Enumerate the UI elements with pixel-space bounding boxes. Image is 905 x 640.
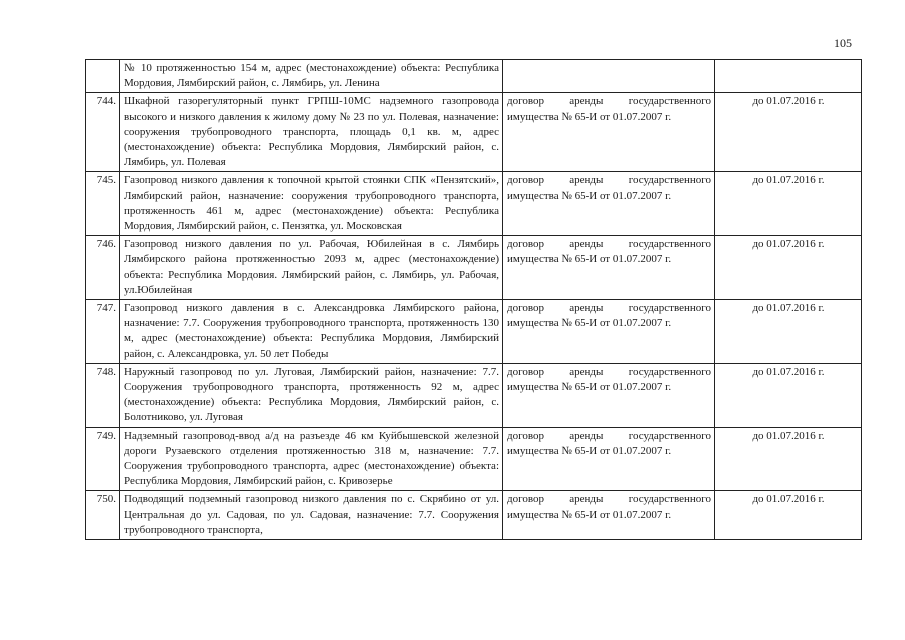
row-basis: договор аренды государственного имущества № 65-И от 01.07.2007 г. <box>503 236 715 300</box>
row-description: Шкафной газорегуляторный пункт ГРПШ-10МС надземного газопровода высокого и низкого давления к жилому дому № 23 по ул. Полевая, назначение: сооружения трубопроводного транспорта, площадь 0,1 кв. м, адрес (местонахождение) объекта: Республика Мордовия, Лямбирский район, с. Лямбирь, ул. Полевая <box>120 93 503 172</box>
row-term: до 01.07.2016 г. <box>715 300 862 364</box>
row-number: 745. <box>86 172 120 236</box>
row-number <box>86 60 120 93</box>
row-term: до 01.07.2016 г. <box>715 427 862 491</box>
row-term <box>715 60 862 93</box>
row-term: до 01.07.2016 г. <box>715 93 862 172</box>
row-number: 744. <box>86 93 120 172</box>
table-row <box>86 491 862 540</box>
table-row <box>86 60 862 93</box>
row-number: 748. <box>86 363 120 427</box>
row-basis: договор аренды государственного имущества № 65-И от 01.07.2007 г. <box>503 427 715 491</box>
table-row <box>86 300 862 364</box>
table-row <box>86 363 862 427</box>
table-row <box>86 172 862 236</box>
row-description: Газопровод низкого давления в с. Александровка Лямбирского района, назначение: 7.7. Сооружения трубопроводного транспорта, протяженность 130 м, адрес (местонахождение) объекта: Республика Мордовия, Лямбирский район, с. Александровка, ул. 50 лет Победы <box>120 300 503 364</box>
row-description: Наружный газопровод по ул. Луговая, Лямбирский район, назначение: 7.7. Сооружения трубопроводного транспорта, протяженность 92 м, адрес (местонахождение) объекта: Республика Мордовия, Лямбирский район, с. Болотниково, ул. Луговая <box>120 363 503 427</box>
row-number: 750. <box>86 491 120 540</box>
table-row <box>86 427 862 491</box>
row-description: Подводящий подземный газопровод низкого давления по с. Скрябино от ул. Центральная до ул. Садовая, по ул. Садовая, назначение: 7.7. Сооружения трубопроводного транспорта, <box>120 491 503 540</box>
property-table <box>85 59 862 540</box>
row-term: до 01.07.2016 г. <box>715 491 862 540</box>
row-description: Надземный газопровод-ввод а/д на разъезде 46 км Куйбышевской железной дороги Рузаевского отделения протяженностью 318 м, назначение: 7.7. Сооружения трубопроводного транспорта, адрес (местонахождение) объекта: Республика Мордовия, Лямбирский район, с. Кривозерье <box>120 427 503 491</box>
row-basis: договор аренды государственного имущества № 65-И от 01.07.2007 г. <box>503 93 715 172</box>
row-description: Газопровод низкого давления по ул. Рабочая, Юбилейная в с. Лямбирь Лямбирского района протяженностью 2093 м, адрес (местонахождение) объекта: Республика Мордовия. Лямбирский район, с. Лямбирь, ул. Рабочая, ул.Юбилейная <box>120 236 503 300</box>
table-row <box>86 93 862 172</box>
table-row <box>86 236 862 300</box>
row-basis <box>503 60 715 93</box>
row-description: № 10 протяженностью 154 м, адрес (местонахождение) объекта: Республика Мордовия, Лямбирский район, с. Лямбирь, ул. Ленина <box>120 60 503 93</box>
row-number: 749. <box>86 427 120 491</box>
row-basis: договор аренды государственного имущества № 65-И от 01.07.2007 г. <box>503 172 715 236</box>
row-basis: договор аренды государственного имущества № 65-И от 01.07.2007 г. <box>503 491 715 540</box>
row-term: до 01.07.2016 г. <box>715 236 862 300</box>
page-number: 105 <box>834 36 852 50</box>
row-description: Газопровод низкого давления к топочной крытой стоянки СПК «Пензятский», Лямбирский район, назначение: сооружения трубопроводного транспорта, протяженность 461 м, адрес (местонахождение) объекта: Республика Мордовия, Лямбирский район, с. Пензятка, ул. Московская <box>120 172 503 236</box>
row-number: 747. <box>86 300 120 364</box>
row-basis: договор аренды государственного имущества № 65-И от 01.07.2007 г. <box>503 300 715 364</box>
row-term: до 01.07.2016 г. <box>715 363 862 427</box>
row-basis: договор аренды государственного имущества № 65-И от 01.07.2007 г. <box>503 363 715 427</box>
row-number: 746. <box>86 236 120 300</box>
row-term: до 01.07.2016 г. <box>715 172 862 236</box>
